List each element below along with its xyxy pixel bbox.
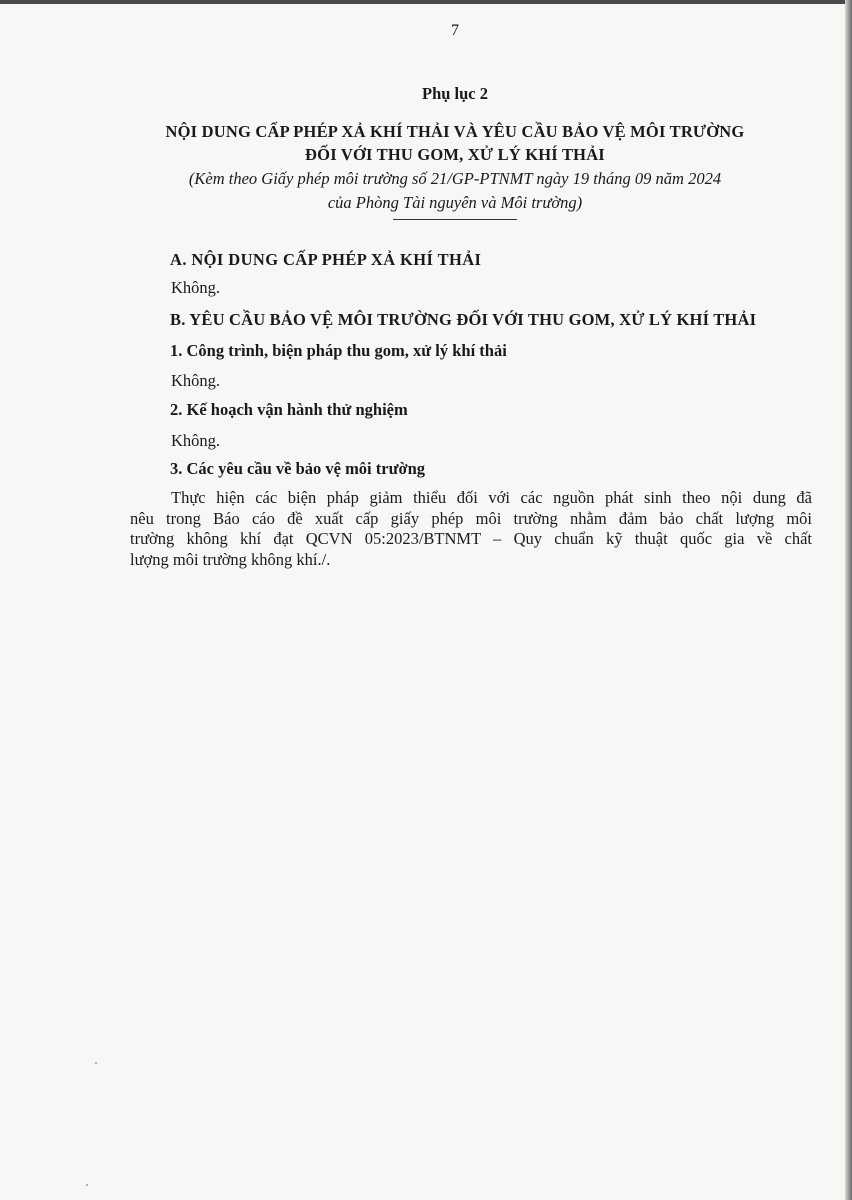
section-a-body: Không. [171, 278, 221, 297]
document-page [0, 4, 845, 1200]
page-number: 7 [451, 22, 459, 39]
paragraph-line: nêu trong Báo cáo đề xuất cấp giấy phép môi trường nhằm đảm bảo chất lượng môi [130, 508, 812, 528]
scan-right-edge [845, 0, 852, 1200]
document-subtitle-line-1: (Kèm theo Giấy phép môi trường số 21/GP-PTNMT ngày 19 tháng 09 năm 2024 [188, 169, 722, 188]
item-1-heading: 1. Công trình, biện pháp thu gom, xử lý khí thải [170, 341, 507, 360]
item-3-heading: 3. Các yêu cầu về bảo vệ môi trường [170, 459, 426, 478]
item-3-paragraph [130, 488, 812, 570]
scan-speck [95, 1062, 97, 1064]
scan-speck [86, 1184, 88, 1186]
title-underline [393, 219, 517, 220]
item-2-heading: 2. Kế hoạch vận hành thử nghiệm [170, 400, 408, 419]
section-a-heading: A. NỘI DUNG CẤP PHÉP XẢ KHÍ THẢI [170, 250, 482, 269]
document-subtitle-line-2: của Phòng Tài nguyên và Môi trường) [327, 193, 583, 212]
paragraph-line: trường không khí đạt QCVN 05:2023/BTNMT – Quy chuẩn kỹ thuật quốc gia về chất [130, 529, 812, 548]
paragraph-line: lượng môi trường không khí./. [130, 549, 331, 569]
section-b-heading: B. YÊU CẦU BẢO VỆ MÔI TRƯỜNG ĐỐI VỚI THU GOM, XỬ LÝ KHÍ THẢI [170, 310, 757, 329]
item-2-body: Không. [171, 431, 221, 450]
item-1-body: Không. [171, 371, 221, 390]
document-title-line-2: ĐỐI VỚI THU GOM, XỬ LÝ KHÍ THẢI [305, 145, 605, 164]
paragraph-line: Thực hiện các biện pháp giảm thiểu đối với các nguồn phát sinh theo nội dung đã [171, 488, 812, 507]
document-title-line-1: NỘI DUNG CẤP PHÉP XẢ KHÍ THẢI VÀ YÊU CẦU BẢO VỆ MÔI TRƯỜNG [165, 122, 745, 141]
appendix-label: Phụ lục 2 [421, 84, 489, 103]
